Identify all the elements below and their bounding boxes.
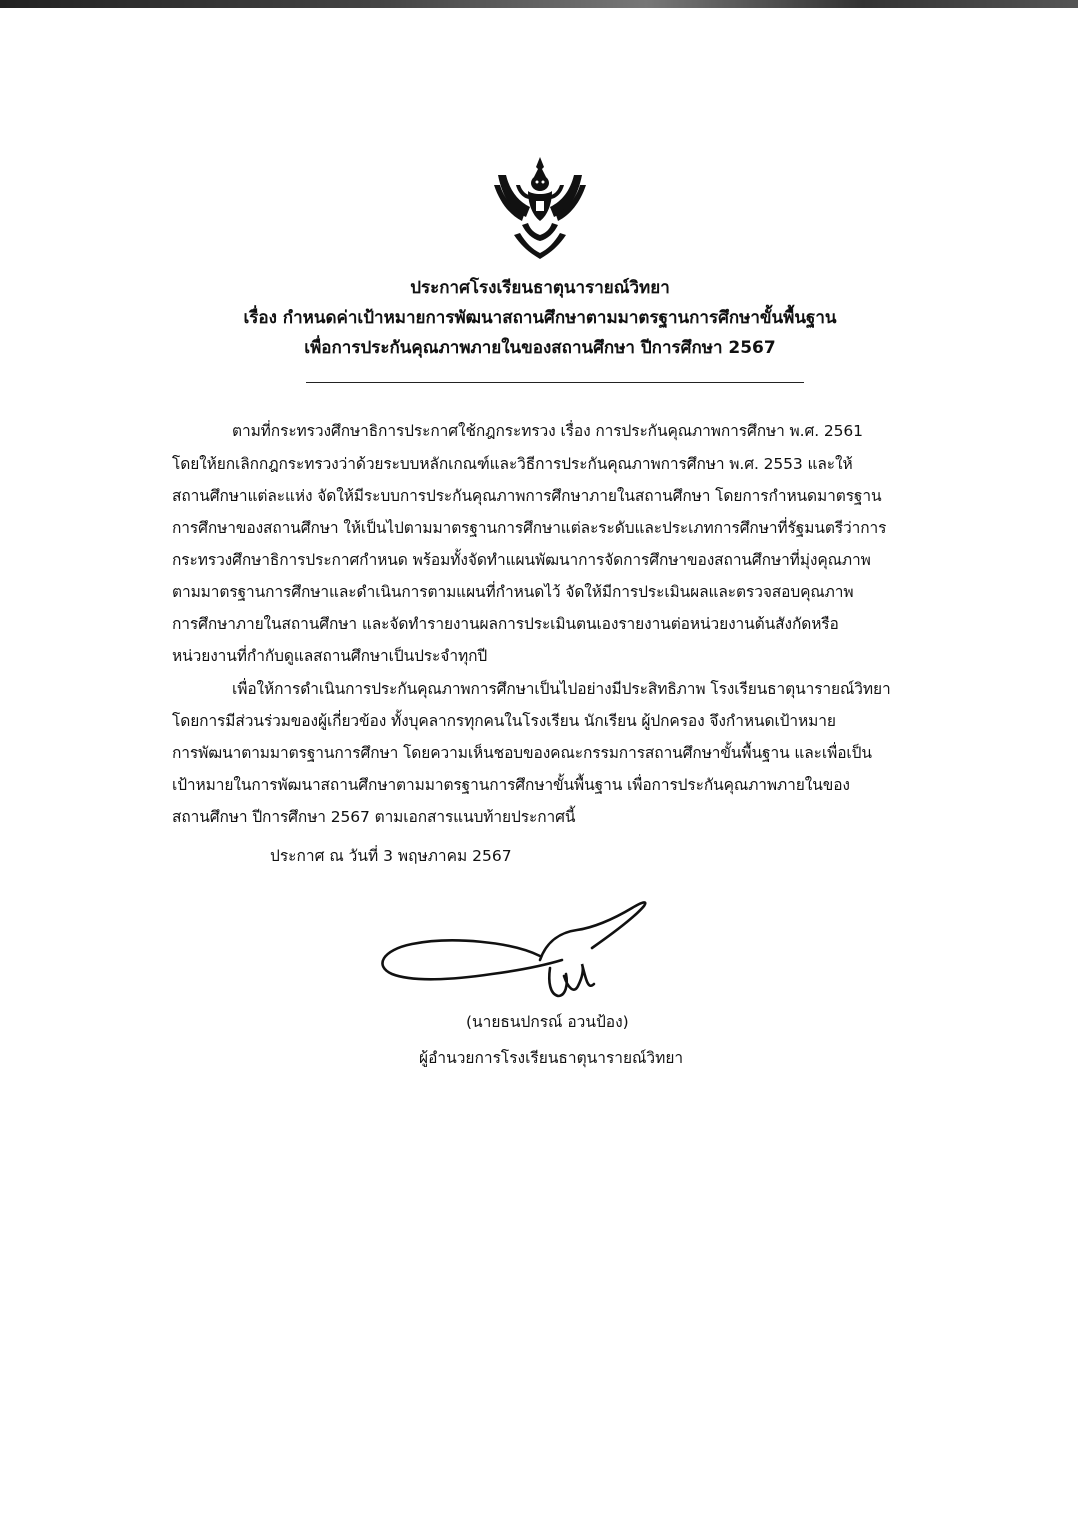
announcement-subject-cont: เพื่อการประกันคุณภาพภายในของสถานศึกษา ปีการศึกษา 2567 xyxy=(304,338,776,358)
body-line: สถานศึกษาแต่ละแห่ง จัดให้มีระบบการประกันคุณภาพการศึกษาภายในสถานศึกษา โดยการกำหนดมาตรฐาน xyxy=(172,487,882,505)
signatory-name: (นายธนปกรณ์ อวนป้อง) xyxy=(466,1013,629,1031)
scan-edge xyxy=(0,0,1078,8)
body-line: เป้าหมายในการพัฒนาสถานศึกษาตามมาตรฐานการศึกษาขั้นพื้นฐาน เพื่อการประกันคุณภาพภายในของ xyxy=(172,776,850,794)
body-line: การพัฒนาตามมาตรฐานการศึกษา โดยความเห็นชอบของคณะกรรมการสถานศึกษาขั้นพื้นฐาน และเพื่อเป็น xyxy=(172,744,872,762)
body-line: เพื่อให้การดำเนินการประกันคุณภาพการศึกษาเป็นไปอย่างมีประสิทธิภาพ โรงเรียนธาตุนารายณ์วิทยา xyxy=(232,680,891,698)
body-line: กระทรวงศึกษาธิการประกาศกำหนด พร้อมทั้งจัดทำแผนพัฒนาการจัดการศึกษาของสถานศึกษาที่มุ่งคุณภาพ xyxy=(172,551,871,569)
signatory-title: ผู้อำนวยการโรงเรียนธาตุนารายณ์วิทยา xyxy=(419,1049,684,1067)
body-line: สถานศึกษา ปีการศึกษา 2567 ตามเอกสารแนบท้ายประกาศนี้ xyxy=(172,808,576,826)
announcement-subject: เรื่อง กำหนดค่าเป้าหมายการพัฒนาสถานศึกษาตามมาตรฐานการศึกษาขั้นพื้นฐาน xyxy=(243,308,837,328)
announcement-title: ประกาศโรงเรียนธาตุนารายณ์วิทยา xyxy=(410,278,670,298)
title-divider xyxy=(306,382,804,383)
body-line: โดยให้ยกเลิกกฎกระทรวงว่าด้วยระบบหลักเกณฑ์และวิธีการประกันคุณภาพการศึกษา พ.ศ. 2553 และให้ xyxy=(172,455,853,473)
body-line: หน่วยงานที่กำกับดูแลสถานศึกษาเป็นประจำทุกปี xyxy=(172,647,488,665)
body-line: ตามที่กระทรวงศึกษาธิการประกาศใช้กฎกระทรวง เรื่อง การประกันคุณภาพการศึกษา พ.ศ. 2561 xyxy=(232,422,863,440)
garuda-emblem-icon xyxy=(492,155,588,263)
body-line: การศึกษาภายในสถานศึกษา และจัดทำรายงานผลการประเมินตนเองรายงานต่อหน่วยงานต้นสังกัดหรือ xyxy=(172,615,839,633)
body-line: โดยการมีส่วนร่วมของผู้เกี่ยวข้อง ทั้งบุคลากรทุกคนในโรงเรียน นักเรียน ผู้ปกครอง จึงกำหนดเป้าหมาย xyxy=(172,712,836,730)
handwritten-signature xyxy=(372,890,672,1010)
body-line: การศึกษาของสถานศึกษา ให้เป็นไปตามมาตรฐานการศึกษาแต่ละระดับและประเภทการศึกษาที่รัฐมนตรีว่าการ xyxy=(172,519,887,537)
body-line: ตามมาตรฐานการศึกษาและดำเนินการตามแผนที่กำหนดไว้ จัดให้มีการประเมินผลและตรวจสอบคุณภาพ xyxy=(172,583,854,601)
announcement-date: ประกาศ ณ วันที่ 3 พฤษภาคม 2567 xyxy=(270,847,512,865)
